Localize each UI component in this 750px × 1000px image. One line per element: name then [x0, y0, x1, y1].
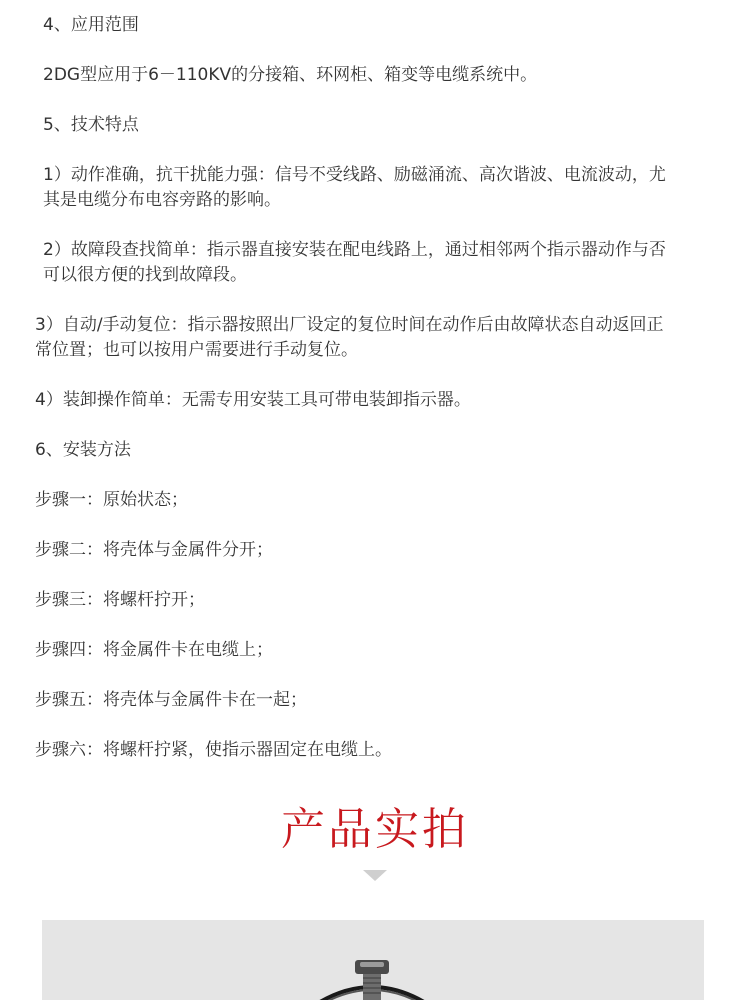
- feature-2-line-1: 2）故障段查找简单：指示器直接安装在配电线路上，通过相邻两个指示器动作与否: [43, 240, 666, 260]
- install-step: 步骤一：原始状态；: [35, 490, 188, 510]
- install-step: 步骤三：将螺杆拧开；: [35, 590, 205, 610]
- feature-4-text: 4）装卸操作简单：无需专用安装工具可带电装卸指示器。: [35, 390, 471, 410]
- section-heading-installation: 6、安装方法: [35, 440, 131, 460]
- section-heading-application: 4、应用范围: [43, 15, 139, 35]
- section-heading-features: 5、技术特点: [43, 115, 139, 135]
- install-step: 步骤二：将壳体与金属件分开；: [35, 540, 273, 560]
- product-photo: [42, 920, 704, 1000]
- feature-3-line-2: 常位置；也可以按用户需要进行手动复位。: [35, 340, 358, 360]
- install-step: 步骤五：将壳体与金属件卡在一起；: [35, 690, 307, 710]
- product-photo-title: 产品实拍: [281, 804, 469, 855]
- feature-1-line-2: 其是电缆分布电容旁路的影响。: [43, 190, 281, 210]
- chevron-down-icon: [363, 870, 387, 881]
- install-step: 步骤六：将螺杆拧紧，使指示器固定在电缆上。: [35, 740, 392, 760]
- feature-2-line-2: 可以很方便的找到故障段。: [43, 265, 247, 285]
- install-step: 步骤四：将金属件卡在电缆上；: [35, 640, 273, 660]
- cable-clamp-icon: [42, 920, 704, 1000]
- feature-1-line-1: 1）动作准确，抗干扰能力强：信号不受线路、励磁涌流、高次谐波、电流波动，尤: [43, 165, 666, 185]
- application-text: 2DG型应用于6－110KV的分接箱、环网柜、箱变等电缆系统中。: [43, 65, 538, 85]
- feature-3-line-1: 3）自动/手动复位：指示器按照出厂设定的复位时间在动作后由故障状态自动返回正: [35, 315, 664, 335]
